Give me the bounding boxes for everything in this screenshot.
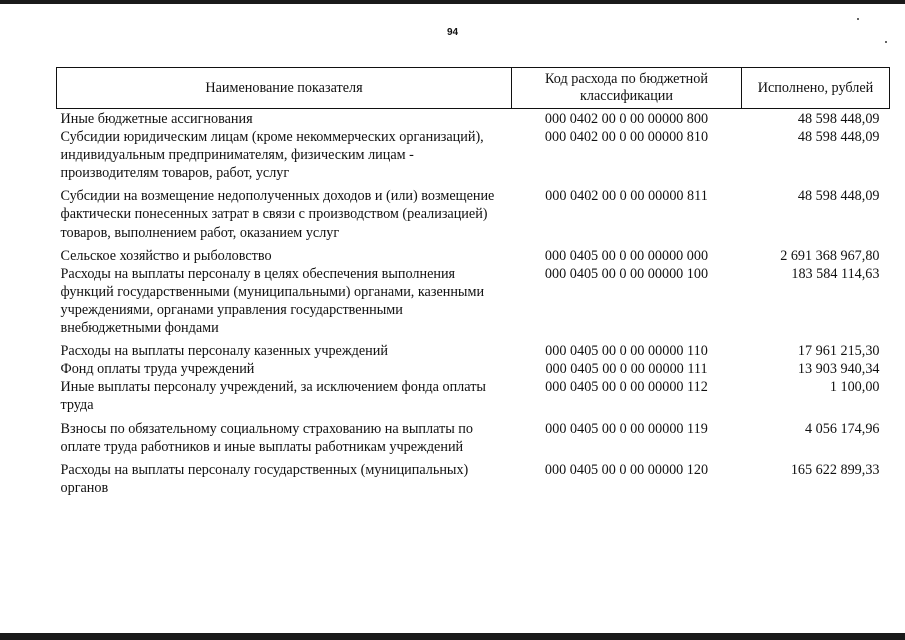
bottom-border	[0, 633, 905, 640]
row-indicator-name: Субсидии юридическим лицам (кроме некоммерческих организаций), индивидуальным предпринимателям, физическим лицам - производителям товаров, работ, услуг	[60, 129, 484, 182]
row-indicator-name: Расходы на выплаты персоналу в целях обеспечения выполнения функций государственными (муниципальными) органами, казенными учреждениями, органами управления государственными внебюджетными фондами	[60, 265, 485, 337]
table-row	[57, 265, 890, 342]
row-expense-code: 000 0405 00 0 00 00000 110	[545, 343, 708, 360]
row-executed-amount: 183 584 114,63	[791, 265, 880, 282]
top-border	[0, 0, 905, 4]
row-executed-amount: 48 598 448,09	[797, 129, 880, 146]
row-executed-amount: 17 961 215,30	[797, 343, 880, 360]
row-indicator-name: Взносы по обязательному социальному страхованию на выплаты по оплате труда работников и иные выплаты работникам учреждений	[60, 420, 473, 455]
row-expense-code: 000 0402 00 0 00 00000 810	[544, 129, 709, 146]
table-row	[57, 247, 890, 265]
header-indicator-name: Наименование показателя	[57, 68, 512, 109]
row-expense-code: 000 0402 00 0 00 00000 811	[545, 188, 708, 205]
expenditure-table-container	[56, 67, 889, 497]
row-expense-code: 000 0405 00 0 00 00000 000	[544, 247, 709, 264]
row-expense-code: 000 0405 00 0 00 00000 100	[544, 265, 709, 282]
row-executed-amount: 165 622 899,33	[790, 461, 880, 478]
row-expense-code: 000 0405 00 0 00 00000 112	[545, 379, 708, 396]
row-executed-amount: 48 598 448,09	[797, 188, 880, 205]
row-executed-amount: 4 056 174,96	[805, 420, 880, 437]
header-executed-amount: Исполнено, рублей	[742, 68, 890, 109]
table-row	[57, 461, 890, 497]
row-executed-amount: 48 598 448,09	[797, 111, 880, 127]
table-row	[57, 128, 890, 187]
row-expense-code: 000 0405 00 0 00 00000 111	[545, 361, 708, 378]
scan-speck	[885, 41, 887, 43]
row-indicator-name: Расходы на выплаты персоналу государственных (муниципальных) органов	[60, 461, 469, 496]
row-indicator-name: Фонд оплаты труда учреждений	[60, 361, 255, 378]
table-header	[57, 68, 890, 109]
table-row	[57, 187, 890, 246]
row-expense-code: 000 0405 00 0 00 00000 119	[545, 420, 708, 437]
page-number: 94	[446, 27, 459, 38]
table-row	[57, 109, 890, 129]
table-row	[57, 360, 890, 378]
table-row	[57, 342, 890, 360]
table-row	[57, 378, 890, 419]
row-indicator-name: Иные выплаты персоналу учреждений, за исключением фонда оплаты труда	[60, 379, 486, 414]
header-expense-code: Код расхода по бюджетной классификации	[512, 68, 742, 109]
expenditure-table	[56, 67, 890, 497]
row-expense-code: 000 0402 00 0 00 00000 800	[544, 111, 709, 127]
row-executed-amount: 2 691 368 967,80	[780, 247, 880, 264]
row-indicator-name: Субсидии на возмещение недополученных доходов и (или) возмещение фактически понесенных затрат в связи с производством (реализацией) товаров, выполнением работ, оказанием услуг	[60, 188, 495, 241]
header-row	[57, 68, 890, 109]
table-body	[57, 109, 890, 497]
row-indicator-name: Расходы на выплаты персоналу казенных учреждений	[60, 343, 388, 360]
row-executed-amount: 13 903 940,34	[797, 361, 880, 378]
row-executed-amount: 1 100,00	[829, 379, 880, 396]
scan-speck	[857, 18, 859, 20]
row-indicator-name: Иные бюджетные ассигнования	[60, 111, 253, 127]
row-expense-code: 000 0405 00 0 00 00000 120	[544, 461, 709, 478]
row-indicator-name: Сельское хозяйство и рыболовство	[60, 247, 272, 264]
table-row	[57, 420, 890, 461]
